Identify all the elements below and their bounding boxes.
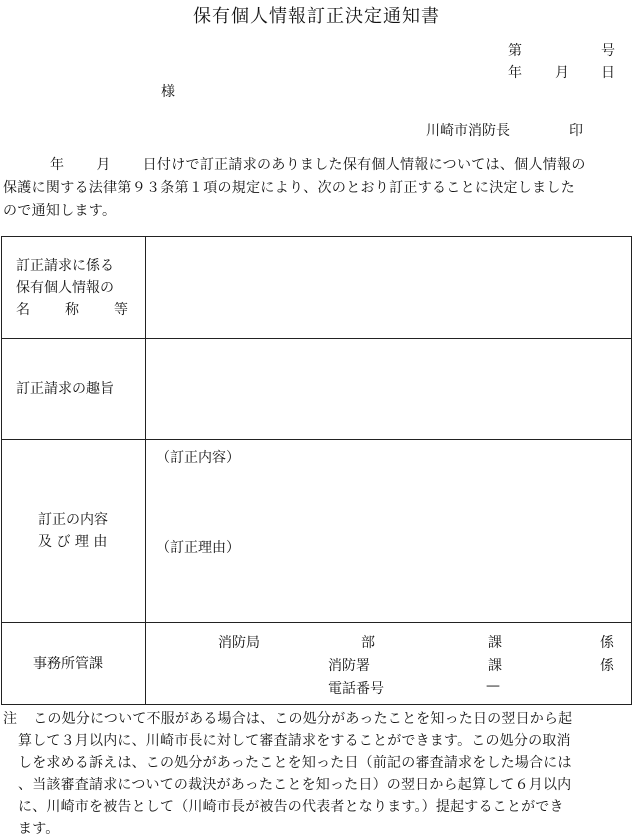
label-info-name-2: 保有個人情報の: [16, 279, 114, 296]
intro-line-1: [3, 154, 631, 177]
table-row-request-purpose: [2, 339, 632, 440]
decision-table: [1, 236, 632, 705]
issuer-name: 川崎市消防長: [426, 123, 510, 139]
office-unit-2: 係: [600, 658, 614, 674]
date-year-label: 年: [508, 65, 522, 81]
date-day-label: 日: [601, 65, 615, 81]
intro-line-3: ので通知します。: [3, 203, 117, 219]
office-unit-1: 係: [600, 635, 614, 651]
office-section-1: 課: [488, 635, 502, 651]
office-section-2: 課: [488, 658, 502, 674]
note-line-5: に、川崎市を被告として（川崎市長が被告の代表者となります。）提起することができ: [18, 799, 564, 815]
note-line-3: しを求める訴えは、この処分があったことを知った日（前記の審査請求をした場合には: [18, 755, 572, 771]
number-suffix: 号: [601, 43, 615, 59]
label-cell-info-name: [2, 237, 146, 339]
label-info-name-1: 訂正請求に係る: [16, 257, 114, 274]
office-station: 消防署: [328, 658, 370, 674]
intro-line-2: 保護に関する法律第９３条第１項の規定により、次のとおり訂正することに決定しました: [3, 180, 575, 196]
addressee-suffix: 様: [161, 84, 175, 100]
table-row-office: [2, 623, 632, 705]
label-cell-correction: [2, 440, 146, 623]
value-cell-correction[interactable]: [146, 440, 632, 623]
table-row-correction: [2, 440, 632, 623]
intro-year: 年: [50, 157, 65, 173]
date-month-label: 月: [555, 65, 569, 81]
office-bureau: 消防局: [218, 635, 260, 651]
document-title: 保有個人情報訂正決定通知書: [193, 6, 440, 27]
label-info-name-3: [2, 299, 145, 321]
label-cell-office: [2, 623, 146, 705]
label-cell-request-purpose: [2, 339, 146, 440]
label-request-purpose: 訂正請求の趣旨: [16, 381, 114, 397]
value-cell-office: [146, 623, 632, 705]
label-correction-1: 訂正の内容: [38, 512, 108, 528]
label-info-name-3c: 等: [114, 301, 128, 318]
label-info-name-3b: 称: [65, 301, 79, 318]
label-office: 事務所管課: [33, 655, 103, 672]
office-department: 部: [361, 635, 375, 651]
label-correction-2: 及 び 理 由: [38, 534, 108, 550]
seal-mark: 印: [569, 123, 583, 139]
note-marker: 注: [3, 711, 18, 727]
correction-reason-label: （訂正理由）: [156, 540, 240, 556]
appeal-note: [3, 708, 631, 840]
number-prefix: 第: [508, 43, 522, 59]
note-line-1: 注 この処分について不服がある場合は、この処分があったことを知った日の翌日から起: [3, 711, 573, 727]
intro-text-1: 日付けで訂正請求のありました保有個人情報については、個人情報の: [142, 157, 586, 173]
intro-month: 月: [96, 157, 111, 173]
value-cell-request-purpose[interactable]: [146, 339, 632, 440]
correction-content-label: （訂正内容）: [156, 450, 240, 466]
value-cell-info-name[interactable]: [146, 237, 632, 339]
note-line-4: 、当該審査請求についての裁決があったことを知った日）の翌日から起算して６月以内: [18, 777, 572, 793]
table-row-info-name: [2, 237, 632, 339]
office-phone-label: 電話番号: [328, 681, 384, 697]
note-line-2: 算して３月以内に、川崎市長に対して審査請求をすることができます。この処分の取消: [18, 733, 571, 749]
label-info-name-3a: 名: [16, 301, 30, 318]
office-phone-value: —: [486, 678, 500, 694]
note-line-6: ます。: [18, 821, 60, 837]
intro-paragraph: [3, 154, 631, 223]
